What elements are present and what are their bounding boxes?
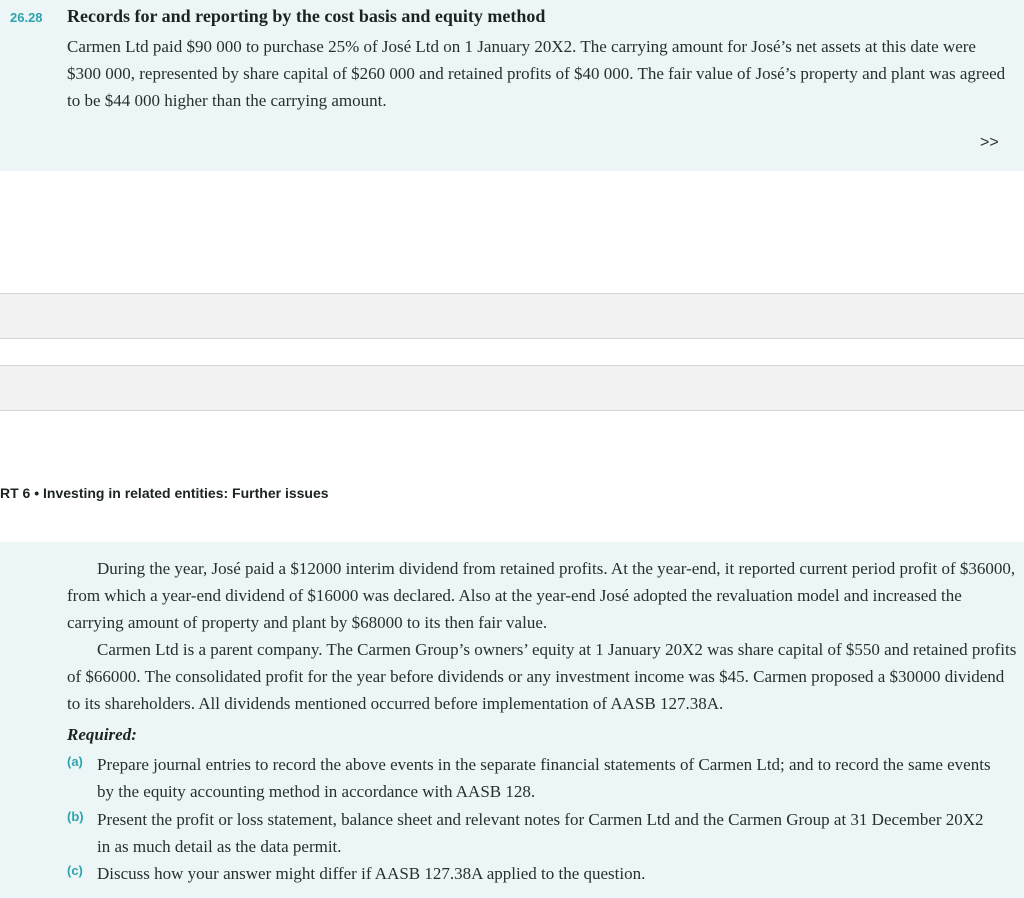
question-number: 26.28 bbox=[10, 10, 43, 25]
item-label: (c) bbox=[67, 863, 83, 878]
item-text: Discuss how your answer might differ if AASB 127.38A applied to the question. bbox=[97, 864, 646, 883]
question-header-panel bbox=[0, 0, 1024, 171]
question-intro: Carmen Ltd paid $90 000 to purchase 25% of José Ltd on 1 January 20X2. The carrying amount for José’s net assets at this date were $300 000, represented by share capital of $260 000 and retained profits of $40 000. The fair value of José’s property and plant was agreed to be $44 000 higher than the carrying amount. bbox=[67, 37, 1006, 110]
question-title: Records for and reporting by the cost basis and equity method bbox=[67, 6, 546, 26]
body-paragraph: Carmen Ltd is a parent company. The Carmen Group’s owners’ equity at 1 January 20X2 was share capital of $550 and retained profits of $66000. The consolidated profit for the year before dividends or any investment income was $45. Carmen proposed a $30000 dividend to its shareholders. All dividends mentioned occurred before implementation of AASB 127.38A. bbox=[67, 640, 1017, 713]
item-label: (b) bbox=[67, 809, 84, 824]
required-heading: Required: bbox=[67, 725, 137, 744]
body-paragraph: During the year, José paid a $12000 interim dividend from retained profits. At the year-end, it reported current period profit of $36000, from which a year-end dividend of $16000 was declared. Also at the year-end José adopted the revaluation model and increased the carrying amount of property and plant by $68000 to its then fair value. bbox=[67, 559, 1016, 632]
blank-row bbox=[0, 293, 1024, 339]
blank-row bbox=[0, 365, 1024, 411]
item-label: (a) bbox=[67, 754, 83, 769]
next-page-button[interactable]: >> bbox=[980, 134, 999, 151]
item-text: Prepare journal entries to record the above events in the separate financial statements of Carmen Ltd; and to record the same events by the equity accounting method in accordance with AASB 128. bbox=[97, 755, 991, 801]
item-text: Present the profit or loss statement, balance sheet and relevant notes for Carmen Ltd and the Carmen Group at 31 December 20X2 in as much detail as the data permit. bbox=[97, 810, 984, 856]
running-header: RT 6 • Investing in related entities: Further issues bbox=[0, 485, 329, 501]
